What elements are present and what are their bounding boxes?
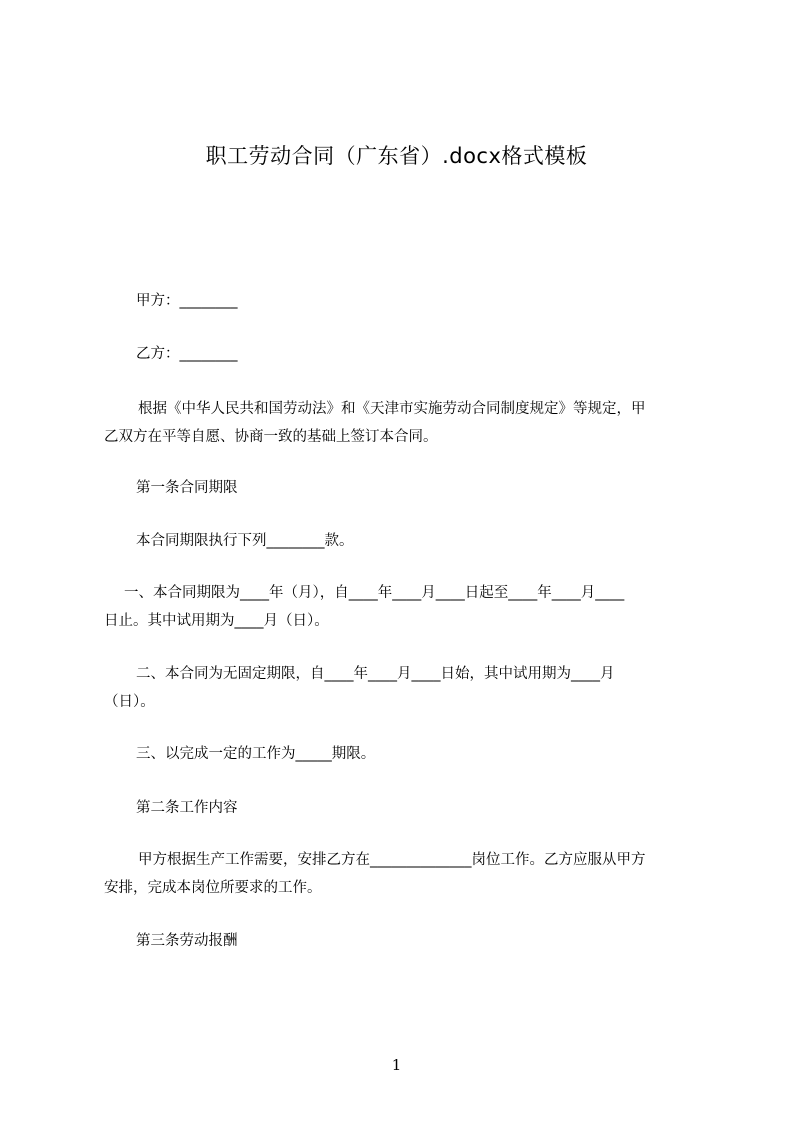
article-2-line-1: 甲方根据生产工作需要，安排乙方在______________岗位工作。乙方应服从甲方 [138, 852, 646, 868]
clause-item-2-line-1: 二、本合同为无固定期限，自____年____月____日始，其中试用期为____月 [136, 666, 615, 682]
party-a-line [104, 287, 700, 315]
article-3-heading [104, 927, 700, 955]
party-b-text: 乙方：________ [136, 346, 238, 362]
party-a-text: 甲方：________ [136, 293, 238, 309]
preamble-line-1: 根据《中华人民共和国劳动法》和《天津市实施劳动合同制度规定》等规定，甲 [138, 401, 646, 417]
preamble-paragraph [104, 395, 700, 451]
clause-item-3 [104, 740, 700, 768]
clause-item-2 [104, 660, 700, 716]
page-number: 1 [391, 1056, 402, 1074]
clause-item-1 [104, 579, 700, 635]
article-1-heading-text: 第一条合同期限 [136, 480, 238, 496]
article-1-heading [104, 474, 700, 502]
article-3-heading-text: 第三条劳动报酬 [136, 933, 238, 949]
article-2-heading-text: 第二条工作内容 [136, 800, 238, 816]
party-b-line [104, 340, 700, 368]
clause-item-1-line-2: 日止。其中试用期为____月（日）。 [104, 613, 329, 629]
article-1-intro-text: 本合同期限执行下列________款。 [136, 533, 354, 549]
clause-item-2-line-2: （日）。 [104, 694, 155, 710]
preamble-line-2: 乙双方在平等自愿、协商一致的基础上签订本合同。 [104, 429, 438, 445]
clause-item-3-text: 三、以完成一定的工作为_____期限。 [136, 746, 376, 762]
article-2-paragraph [104, 846, 700, 902]
article-1-intro [104, 527, 700, 555]
clause-item-1-line-1: 一、本合同期限为____年（月），自____年____月____日起至____年____月____ [124, 585, 625, 601]
article-2-heading [104, 794, 700, 822]
document-title: 职工劳动合同（广东省）.docx格式模板 [205, 144, 588, 168]
article-2-line-2: 安排，完成本岗位所要求的工作。 [104, 880, 322, 896]
